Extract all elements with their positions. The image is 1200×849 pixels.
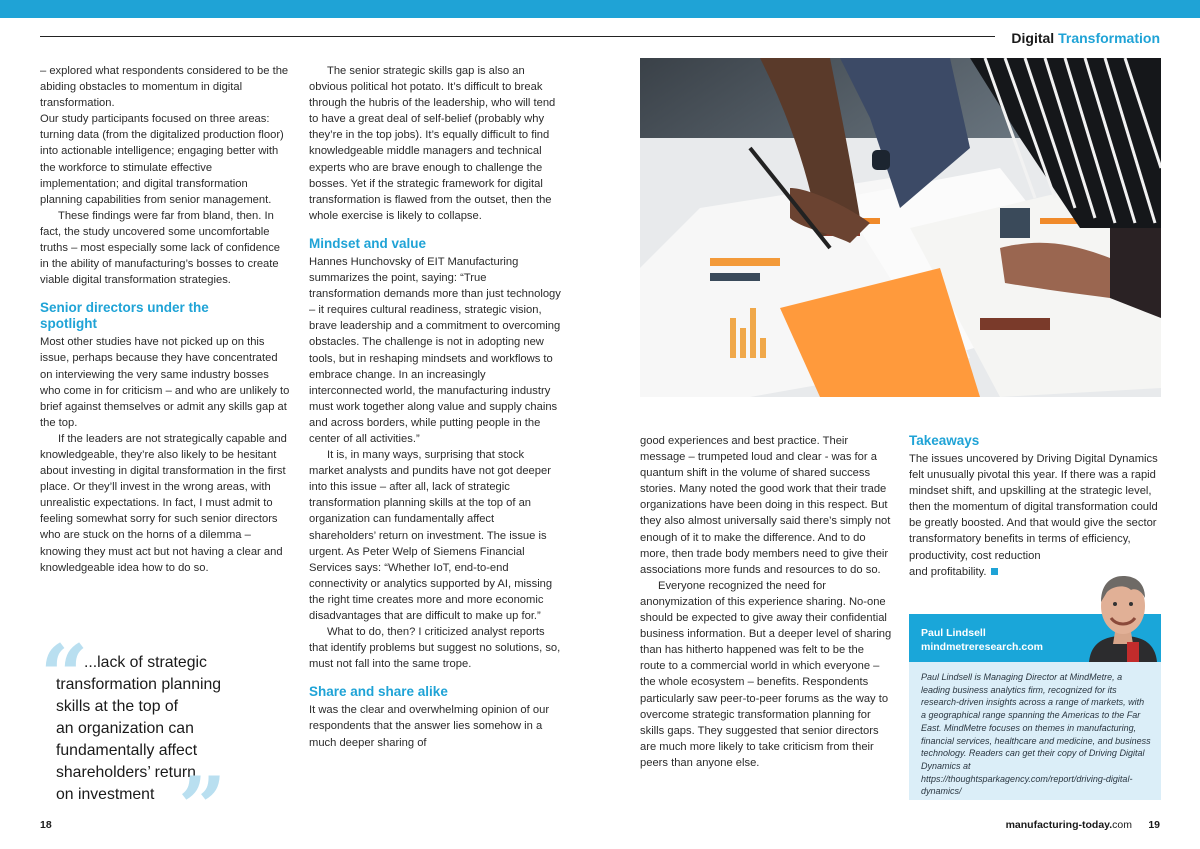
page-number-right: 19 — [1148, 819, 1160, 831]
section-title-word2: Transformation — [1058, 30, 1160, 46]
subheading: Takeaways — [909, 433, 980, 448]
end-square-icon — [991, 568, 998, 575]
paragraph: The senior strategic skills gap is also an obvious political hot potato. It’s difficult to break through the hubris of the leadership, who will tend to have a great deal of self-belief (probably why they’re in the top jobs). It’s equally difficult to find knowledgeable middle managers and technical experts who are brave enough to challenge the bosses. Yet if the strategic framework for digital transformation is flawed from the outset, then the whole exercise is likely to collapse. — [309, 65, 556, 222]
paragraph: What to do, then? I criticized analyst reports that identify problems but suggest no solutions, so, must not fall into the same trope. — [309, 626, 561, 671]
close-quote-icon: ” — [178, 758, 227, 849]
header-rule — [40, 36, 995, 37]
paragraph: – explored what respondents considered to be the abiding obstacles to momentum in digital transformation. — [40, 65, 289, 110]
column-3 — [640, 433, 892, 771]
page-number-left: 18 — [40, 819, 52, 831]
subheading: Senior directors under the spotlight — [40, 300, 209, 332]
hero-photo — [640, 58, 1161, 397]
paragraph: Our study participants focused on three areas: turning data (from the digitalized production floor) into actionable intelligence; engaging better with the workforce to stimulate effective implementation; and digital transformation planning capabilities from senior management. — [40, 113, 284, 206]
subheading: Mindset and value — [309, 235, 427, 251]
column-1 — [40, 63, 290, 576]
author-website[interactable]: mindmetreresearch.com — [921, 641, 1043, 653]
paragraph: productivity, cost reduction — [909, 549, 1041, 562]
pull-quote-line: shareholders’ return — [56, 764, 196, 781]
author-portrait — [1085, 562, 1161, 662]
author-bio: Paul Lindsell is Managing Director at MindMetre, a leading business analytics firm, recognized for its research-driven insights across a range of markets, with a geographical range spanning the Americas to the Far East. MindMetre focuses on themes in manufacturing, financial services, healthcare and medicine, and business technology. Readers can get their copy of Driving Digital Dynamics at https://thoughtsparkagency.com/report/driving-digital-dynamics/ — [909, 662, 1161, 800]
pull-quote-line: transformation planning — [56, 676, 222, 693]
section-title-word1: Digital — [1011, 30, 1055, 46]
pull-quote-line: an organization can — [56, 720, 194, 737]
footer-website[interactable] — [1006, 819, 1132, 831]
paragraph: These findings were far from bland, then. In fact, the study uncovered some uncomfortable truths – most especially some lack of confidence in the ability of manufacturing’s bosses to create viable digital transformation strategies. — [40, 209, 281, 287]
open-quote-icon: “ — [40, 626, 89, 725]
paragraph: If the leaders are not strategically capable and knowledgeable, they’re also likely to be hesitant about investing in digital transformation in the first place. Or they’ll invest in the wrong areas, with unrealistic expectations. In fact, I must admit to feeling somewhat sorry for such senior directors who are stuck on the horns of a dilemma – knowing they must act but not having a clear and knowledgeable idea how to do so. — [40, 432, 287, 574]
paragraph: Hannes Hunchovsky of EIT Manufacturing summarizes the point, saying: “True transformation demands more than just technology – it requires cultural readiness, strategic vision, brave leadership and a commitment to overcoming obstacles. The challenge is not in adopting new tools, but in reshaping mindsets and workflows to embrace change. In an increasingly interconnected world, the manufacturing industry must work together along value and supply chains and across borders, while putting people in the center of all activities.” — [309, 255, 561, 445]
top-color-bar — [0, 0, 1200, 18]
paragraph: The issues uncovered by Driving Digital Dynamics felt unusually pivotal this year. If there was a rapid mindset shift, and upskilling at the strategic level, then the momentum of digital transformation could be greatly boosted. And that would give the sector transformatory benefits in terms of efficiency, — [909, 453, 1158, 546]
paragraph: Everyone recognized the need for anonymization of this experience sharing. No-one should be expected to give away their confidential business information. But a deeper level of sharing than has hitherto happened was felt to be the route to a commercial world in which everyone – the whole ecosystem – benefits. Respondents particularly saw peer-to-peer forums as the way to overcome strategic transformation planning for skills gaps. They suggested that senior directors are much more likely to take criticism from their peers than anyone else. — [640, 579, 892, 769]
column-2 — [309, 63, 561, 751]
paragraph: good experiences and best practice. Their message – trumpeted loud and clear - was for a quantum shift in the volume of shared success stories. Many noted the good work that their trade organizations have been doing in this respect. But they also almost universally said there’s simply not enough of it to make the difference. And to do more, then trade body members need to give their associations more funds and resources to do so. — [640, 435, 891, 576]
author-name: Paul Lindsell — [921, 627, 986, 639]
author-avatar — [1085, 562, 1161, 662]
paragraph-end: and profitability. — [909, 565, 987, 578]
pull-quote-line: ...lack of strategic — [84, 654, 207, 671]
paragraph: Most other studies have not picked up on this issue, perhaps because they have concentrated on interviewing the very same industry bosses who come in for criticism – and who are unlikely to brief against themselves or admit any skills gap at the top. — [40, 336, 290, 429]
pull-quote-line: fundamentally affect — [56, 742, 198, 759]
paragraph: It was the clear and overwhelming opinion of our respondents that the answer lies somehow in a much deeper sharing of — [309, 704, 550, 749]
section-title — [1011, 30, 1160, 46]
pull-quote-line: skills at the top of — [56, 698, 179, 715]
footer-site-domain: manufacturing-today. — [1005, 819, 1113, 831]
pull-quote-text — [56, 652, 296, 806]
photo-illustration — [640, 58, 1161, 397]
footer-site-tld: com — [1112, 819, 1132, 831]
paragraph: It is, in many ways, surprising that stock market analysts and pundits have not got deeper into this issue – after all, lack of strategic transformation planning skills at the top of an organization can fundamentally affect shareholders’ return on investment. The issue is urgent. As Peter Welp of Siemens Financial Services says: “Whether IoT, end-to-end connectivity or analytics supported by AI, missing the right time creates more and more economic disadvantages that are difficult to make up for.” — [309, 449, 553, 622]
pull-quote-line: on investment — [56, 786, 155, 803]
column-4 — [909, 433, 1161, 580]
subheading: Share and share alike — [309, 684, 448, 700]
